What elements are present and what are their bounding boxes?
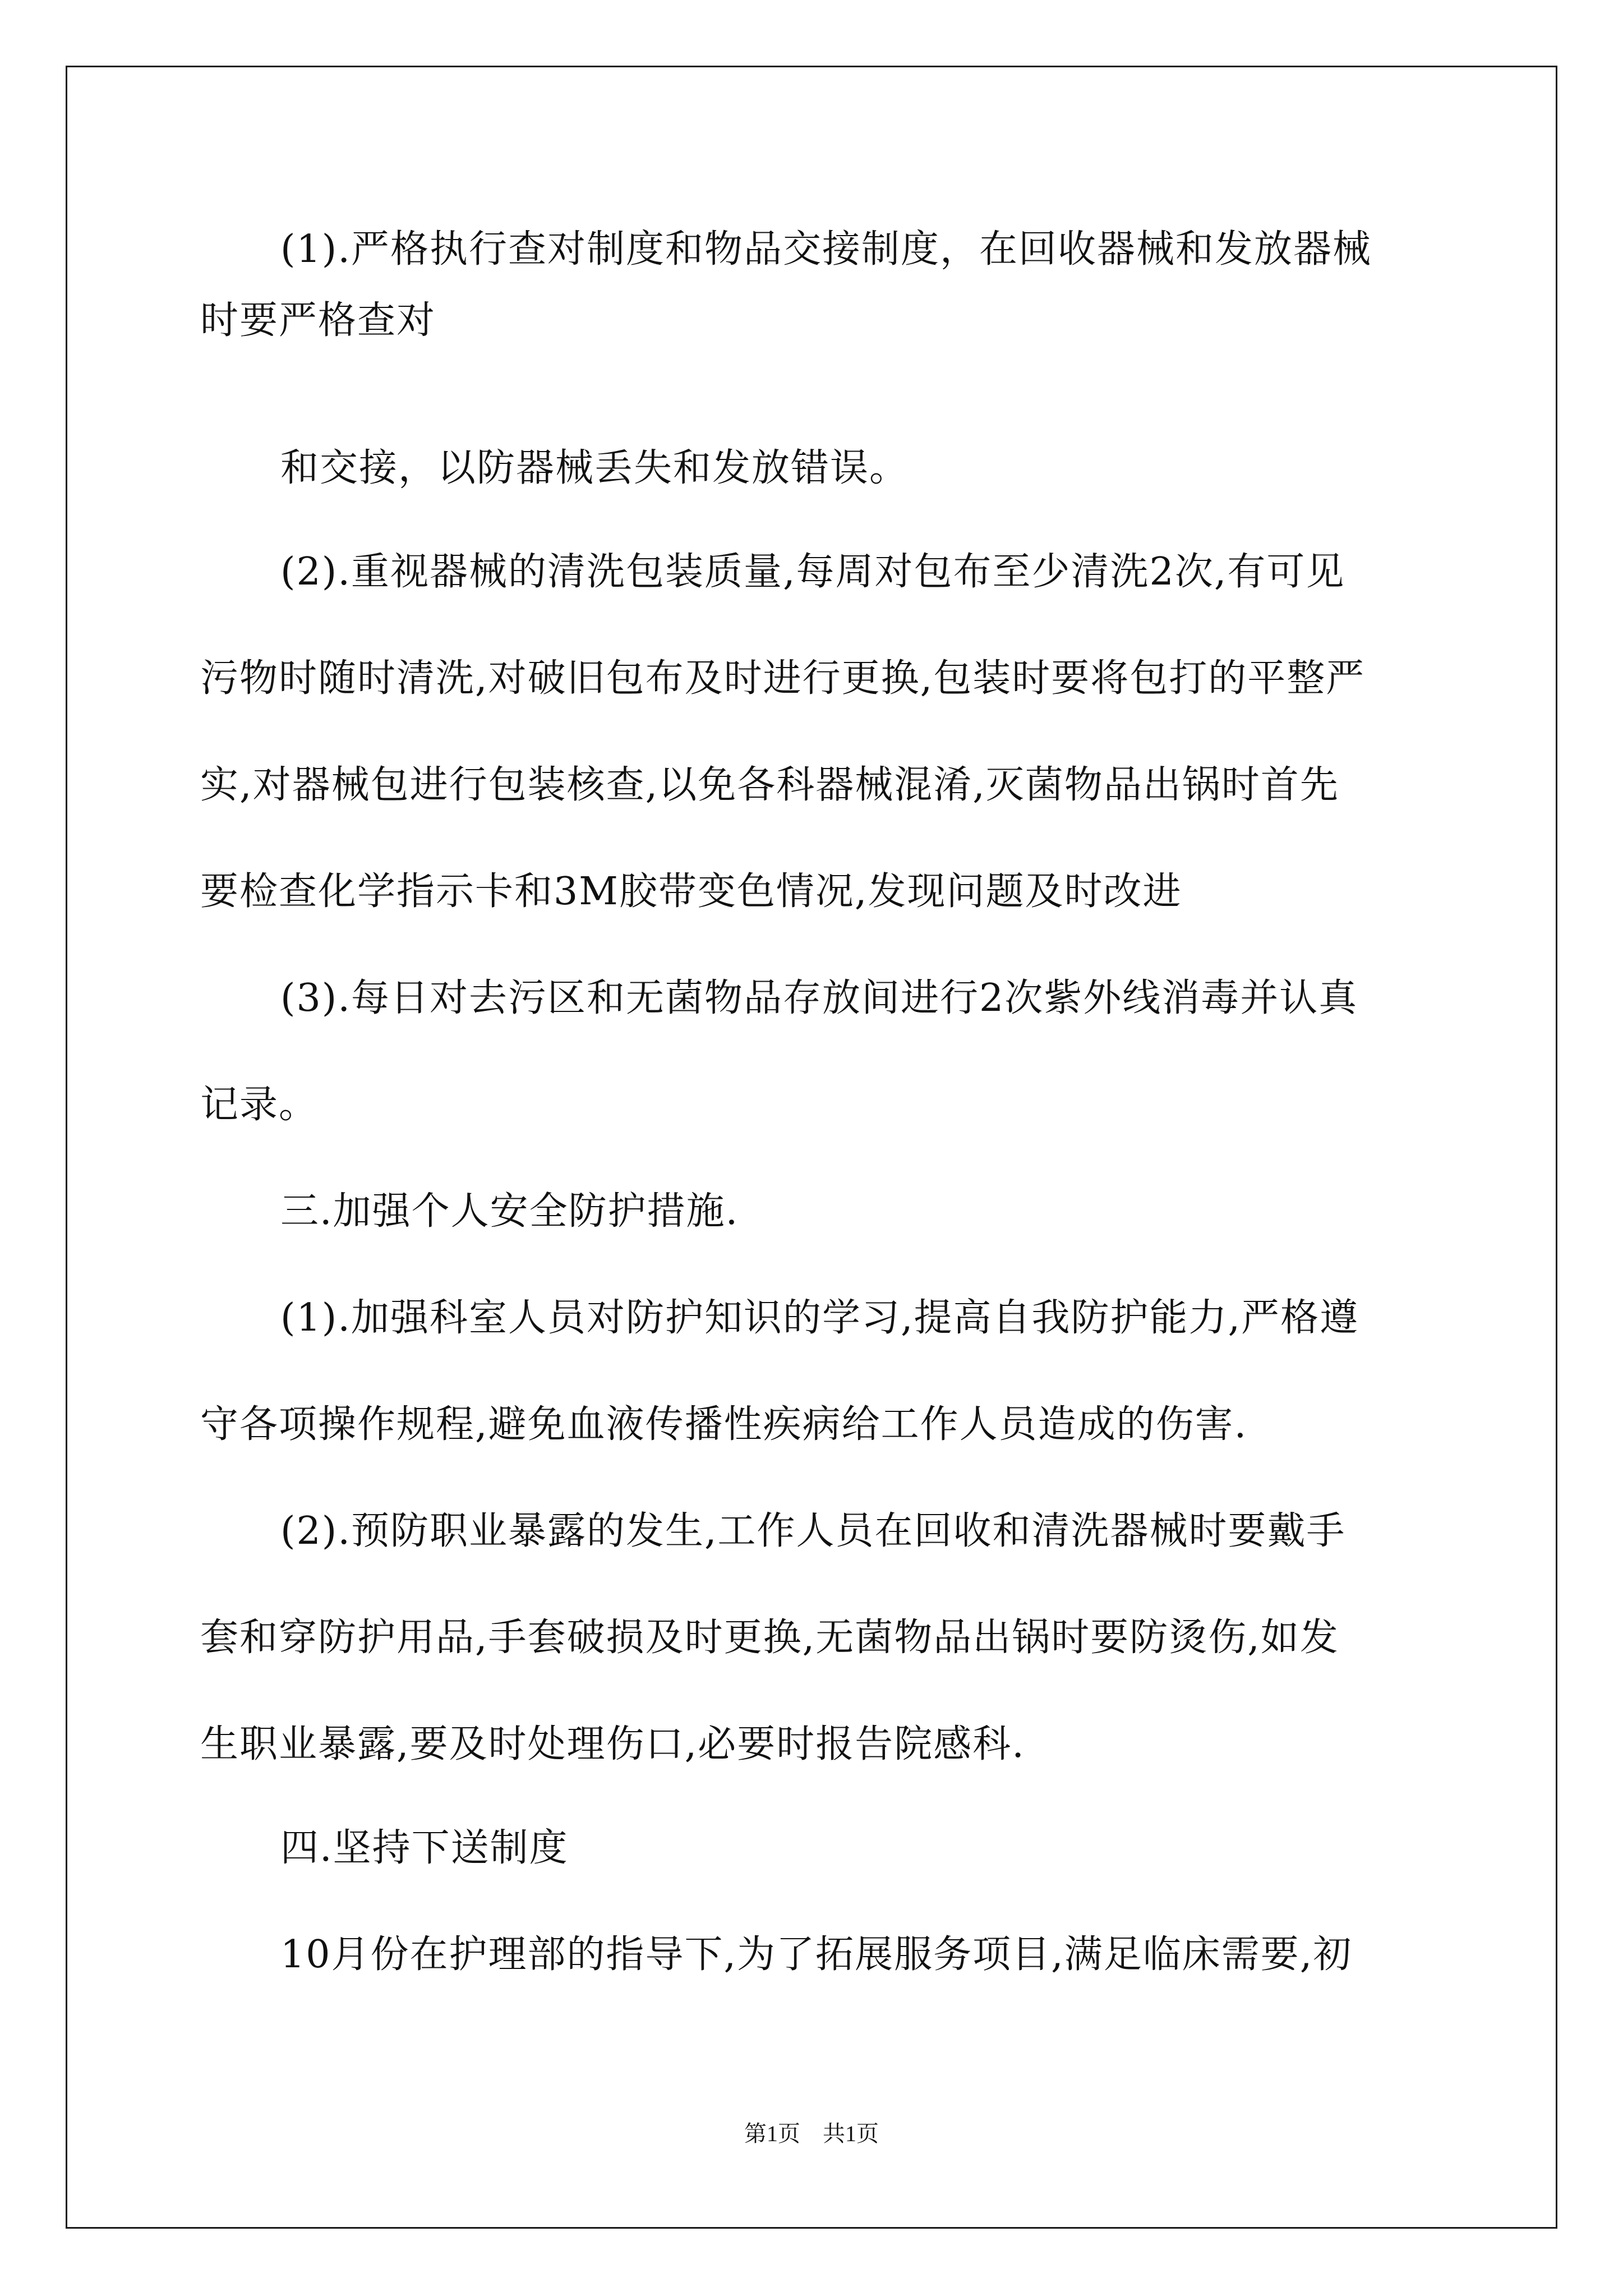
page-number-footer: 第1页 共1页 [744, 2121, 879, 2146]
text-line: (3).每日对去污区和无菌物品存放间进行2次紫外线消毒并认真 [280, 976, 1358, 1020]
text-line: 10月份在护理部的指导下,为了拓展服务项目,满足临床需要,初 [280, 1932, 1353, 1977]
text-line: (2).重视器械的清洗包装质量,每周对包布至少清洗2次,有可见 [280, 550, 1345, 594]
text-line: (1).严格执行查对制度和物品交接制度，在回收器械和发放器械 [280, 227, 1372, 272]
section-heading: 四.坚持下送制度 [280, 1826, 569, 1870]
text-line: 和交接，以防器械丢失和发放错误。 [280, 446, 909, 490]
text-line: (2).预防职业暴露的发生,工作人员在回收和清洗器械时要戴手 [280, 1509, 1346, 1553]
text-line: 生职业暴露,要及时处理伤口,必要时报告院感科. [200, 1722, 1025, 1766]
text-line: 污物时随时清洗,对破旧包布及时进行更换,包装时要将包打的平整严 [200, 656, 1366, 701]
text-line: 记录。 [200, 1083, 319, 1127]
text-line: (1).加强科室人员对防护知识的学习,提高自我防护能力,严格遵 [280, 1296, 1359, 1340]
text-line: 时要严格查对 [200, 298, 436, 343]
page-border [66, 66, 1557, 2229]
text-line: 套和穿防护用品,手套破损及时更换,无菌物品出锅时要防烫伤,如发 [200, 1616, 1339, 1660]
text-line: 守各项操作规程,避免血液传播性疾病给工作人员造成的伤害. [200, 1402, 1248, 1447]
text-line: 实,对器械包进行包装核查,以免各科器械混淆,灭菌物品出锅时首先 [200, 763, 1339, 807]
section-heading: 三.加强个人安全防护措施. [280, 1189, 739, 1234]
text-line: 要检查化学指示卡和3M胶带变色情况,发现问题及时改进 [200, 869, 1182, 914]
